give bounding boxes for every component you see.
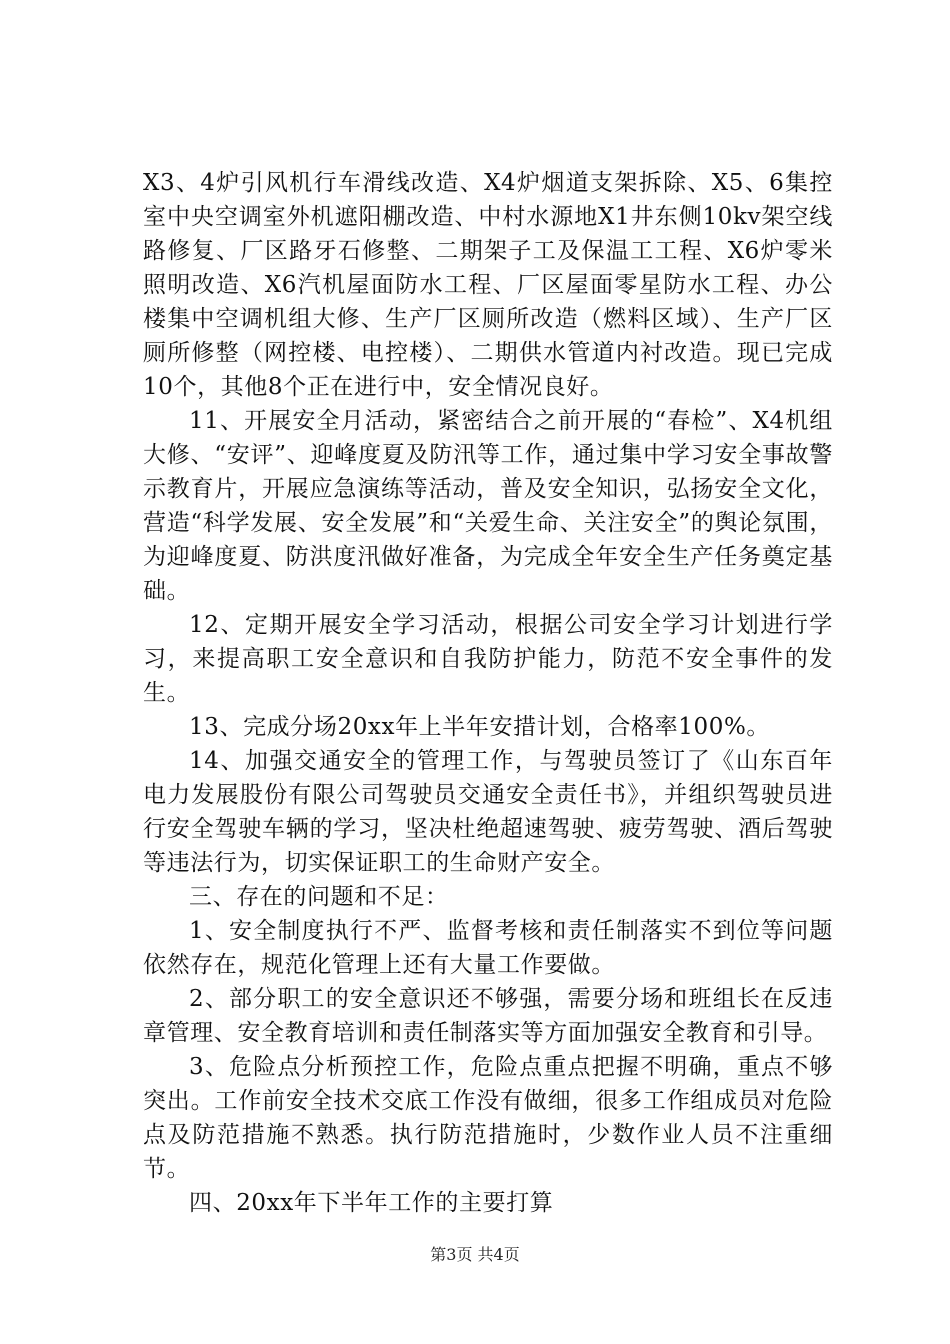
page-number-footer: 第3页 共4页 (430, 1245, 520, 1264)
section-heading-3: 三、存在的问题和不足： (189, 884, 449, 910)
paragraph-9: 3、危险点分析预控工作，危险点重点把握不明确，重点不够突出。工作前安全技术交底工作没有做细，很多工作组成员对危险点及防范措施不熟悉。执行防范措施时，少数作业人员不注重细节。 (143, 1054, 833, 1182)
section-heading-4: 四、20xx年下半年工作的主要打算 (189, 1190, 554, 1216)
document-body (143, 166, 833, 1220)
paragraph-8: 2、部分职工的安全意识还不够强，需要分场和班组长在反违章管理、安全教育培训和责任制落实等方面加强安全教育和引导。 (143, 986, 833, 1046)
paragraph-4: 13、完成分场20xx年上半年安措计划，合格率100%。 (189, 714, 771, 740)
paragraph-1: X3、4炉引风机行车滑线改造、X4炉烟道支架拆除、X5、6集控室中央空调室外机遮阳棚改造、中村水源地X1井东侧10kv架空线路修复、厂区路牙石修整、二期架子工及保温工工程、X6炉零米照明改造、X6汽机屋面防水工程、厂区屋面零星防水工程、办公楼集中空调机组大修、生产厂区厕所改造（燃料区域）、生产厂区厕所修整（网控楼、电控楼）、二期供水管道内衬改造。现已完成10个，其他8个正在进行中，安全情况良好。 (143, 170, 833, 400)
paragraph-2: 11、开展安全月活动，紧密结合之前开展的“春检”、X4机组大修、“安评”、迎峰度夏及防汛等工作，通过集中学习安全事故警示教育片，开展应急演练等活动，普及安全知识，弘扬安全文化，营造“科学发展、安全发展”和“关爱生命、关注安全”的舆论氛围，为迎峰度夏、防洪度汛做好准备，为完成全年安全生产任务奠定基础。 (143, 408, 833, 604)
paragraph-3: 12、定期开展安全学习活动，根据公司安全学习计划进行学习，来提高职工安全意识和自我防护能力，防范不安全事件的发生。 (143, 612, 833, 706)
paragraph-7: 1、安全制度执行不严、监督考核和责任制落实不到位等问题依然存在，规范化管理上还有大量工作要做。 (143, 918, 833, 978)
paragraph-5: 14、加强交通安全的管理工作，与驾驶员签订了《山东百年电力发展股份有限公司驾驶员交通安全责任书》，并组织驾驶员进行安全驾驶车辆的学习，坚决杜绝超速驾驶、疲劳驾驶、酒后驾驶等违法行为，切实保证职工的生命财产安全。 (143, 748, 833, 876)
